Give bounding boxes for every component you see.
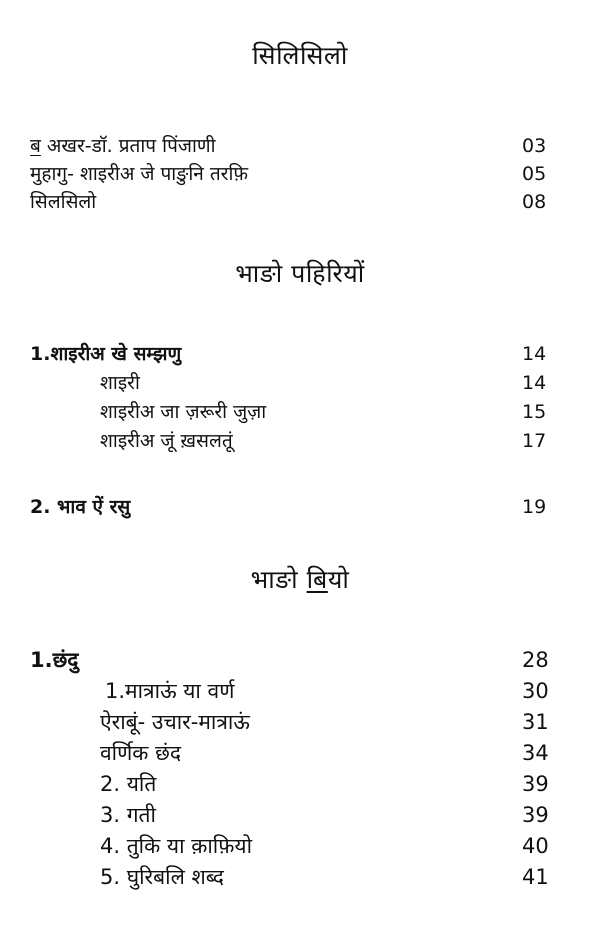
toc-entry: [0, 398, 600, 426]
toc-entry: [0, 677, 600, 705]
toc-entry: [0, 132, 600, 160]
toc-entry-page: 30: [522, 679, 549, 703]
toc-entry-page: 05: [522, 163, 547, 185]
toc-entry: [0, 427, 600, 455]
toc-entry-page: 34: [522, 741, 549, 765]
toc-entry: [0, 340, 600, 368]
toc-entry-page: 03: [522, 135, 547, 157]
toc-entry: [0, 160, 600, 188]
toc-entry: [0, 369, 600, 397]
toc-entry-label: ऐराबूं- उचार-मात्राऊं: [100, 710, 250, 734]
section-heading-3-post: यो: [327, 565, 350, 594]
toc-entry-label-rest: अखर-डॉ. प्रताप पिंजाणी: [40, 135, 216, 157]
toc-entry: [0, 708, 600, 736]
toc-entry: [0, 863, 600, 891]
section-heading-1: सिलिसिलो: [252, 41, 348, 70]
section-heading-3-pre: भाङो: [250, 565, 307, 594]
section-heading-3-underlined: बि: [306, 565, 328, 594]
toc-entry-label-prefix: ब: [30, 135, 41, 157]
toc-entry-page: 15: [522, 401, 547, 423]
toc-entry: [0, 739, 600, 767]
toc-entry-label: 1.छंदु: [30, 648, 79, 672]
toc-entry-page: 17: [522, 430, 547, 452]
toc-entry-page: 39: [522, 772, 549, 796]
toc-entry: [0, 188, 600, 216]
toc-entry-label: 3. गती: [100, 803, 156, 827]
toc-entry-label: 4. तुकि या क़ाफ़ियो: [100, 834, 253, 858]
toc-entry: [0, 832, 600, 860]
toc-entry: [0, 770, 600, 798]
section-heading-3: [0, 562, 600, 596]
toc-entry: [0, 493, 600, 521]
toc-entry-label: शाइरीअ जा ज़रूरी जुज़ा: [100, 401, 267, 423]
section-heading-2: भाङो पहिरियों: [235, 259, 365, 288]
toc-entry-page: 14: [522, 372, 547, 394]
toc-entry-label: 1.मात्राऊं या वर्ण: [105, 679, 235, 703]
toc-entry-page: 28: [522, 648, 549, 672]
toc-entry-label: 1.शाइरीअ खे सम्झणु: [30, 343, 182, 365]
toc-entry-label: 2. भाव ऐं रसु: [30, 496, 131, 518]
toc-entry-page: 31: [522, 710, 549, 734]
toc-entry: [0, 646, 600, 674]
toc-entry: [0, 801, 600, 829]
toc-entry-label: मुहागु- शाइरीअ जे पाङुनि तरफ़ि: [30, 163, 249, 185]
toc-entry-label: शाइरी: [100, 372, 140, 394]
toc-entry-page: 08: [522, 191, 547, 213]
toc-entry-label: वर्णिक छंद: [100, 741, 181, 765]
toc-entry-label: [30, 132, 216, 160]
toc-entry-label: 2. यति: [100, 772, 157, 796]
toc-entry-label: 5. घुरिबलि शब्द: [100, 865, 224, 889]
toc-entry-page: 19: [522, 496, 547, 518]
toc-entry-page: 40: [522, 834, 549, 858]
toc-entry-page: 41: [522, 865, 549, 889]
toc-entry-page: 14: [522, 343, 547, 365]
toc-entry-page: 39: [522, 803, 549, 827]
toc-entry-label: सिलसिलो: [30, 191, 97, 213]
toc-entry-label: शाइरीअ जूं ख़सलतूं: [100, 430, 233, 452]
